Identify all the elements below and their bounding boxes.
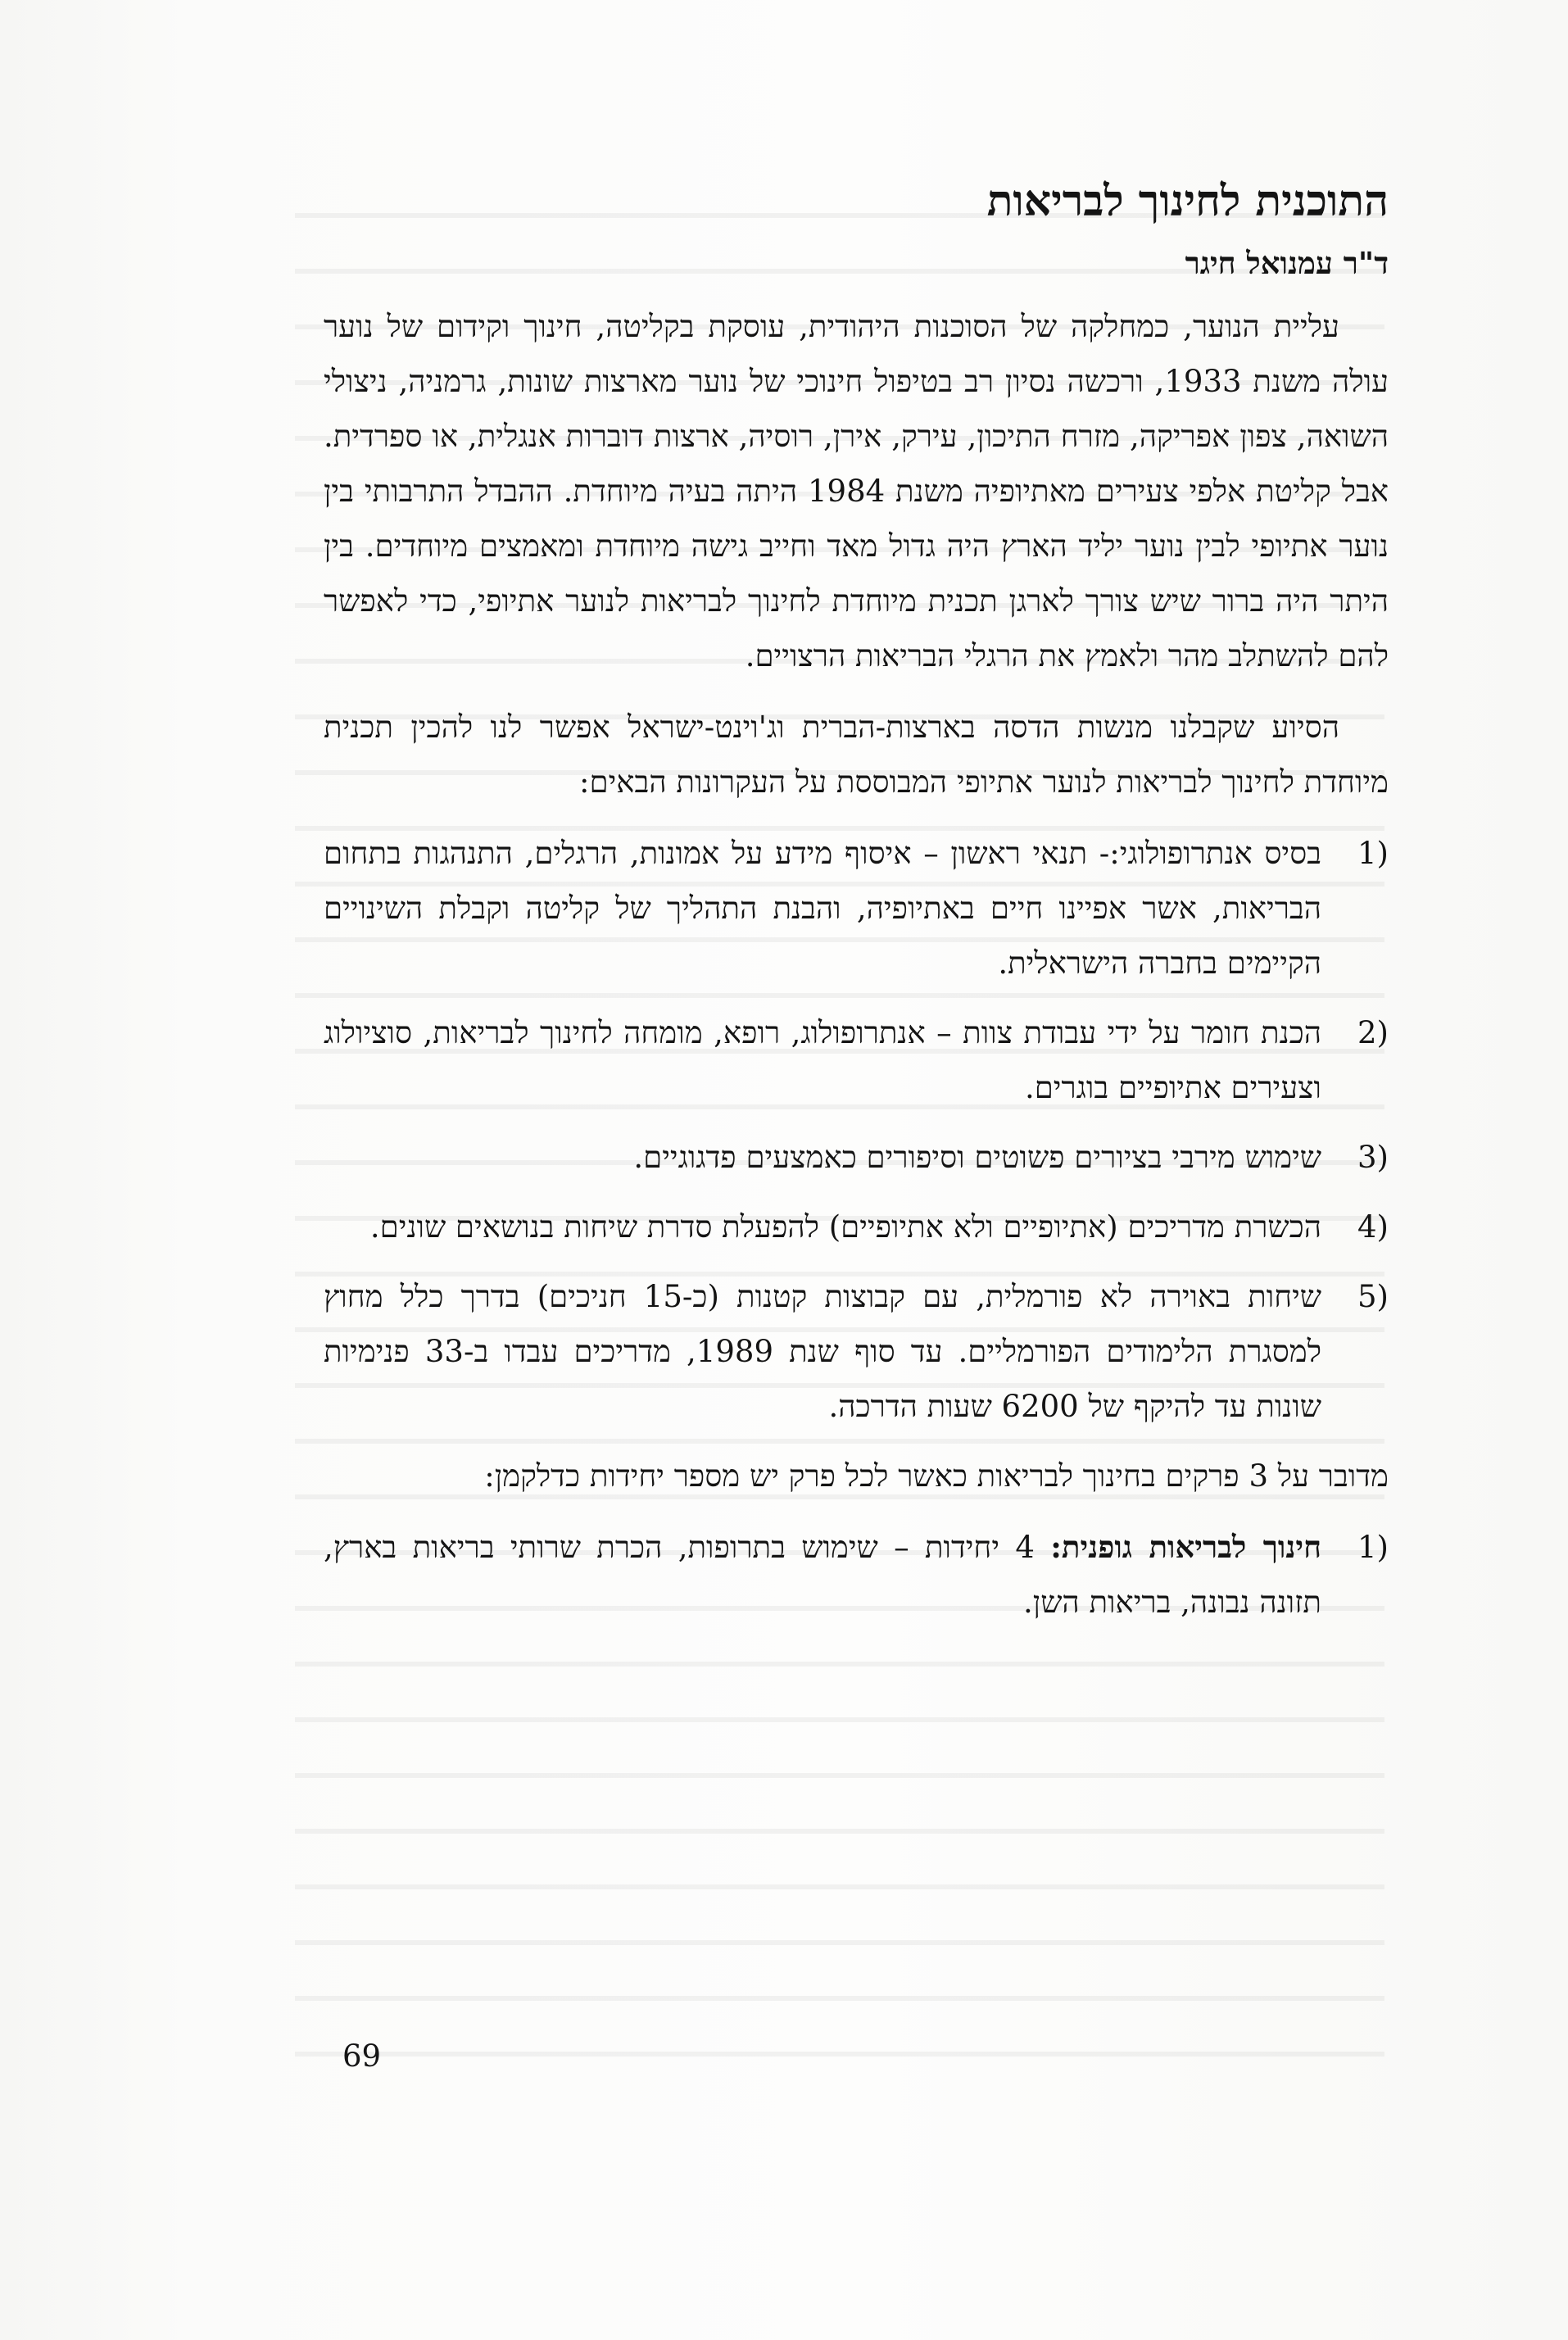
list-item [324, 1005, 1389, 1115]
support-paragraph: הסיוע שקבלנו מנשות הדסה בארצות-הברית וג'וינט-ישראל אפשר לנו להכין תכנית מיוחדת לחינוך לבריאות לנוער אתיופי המבוססת על העקרונות הבאים: [324, 710, 1389, 800]
list-item [324, 1269, 1389, 1434]
list-item-number: 3) [1357, 1140, 1389, 1176]
list-item-text: שימוש מירבי בציורים פשוטים וסיפורים כאמצעים פדגוגיים. [633, 1140, 1321, 1176]
units-list [324, 1520, 1389, 1630]
list-item-number: 4) [1357, 1209, 1389, 1245]
list-item-number: 5) [1357, 1279, 1389, 1315]
list-item-number: 2) [1357, 1015, 1389, 1051]
list-item-text: הכשרת מדריכים (אתיופיים ולא אתיופיים) להפעלת סדרת שיחות בנושאים שונים. [369, 1209, 1321, 1245]
list-item [324, 1199, 1389, 1254]
list-item [324, 1130, 1389, 1185]
list-item-text: הכנת חומר על ידי עבודת צוות – אנתרופולוג, רופא, מומחה לחינוך לבריאות, סוציולוג וצעירים אתיופיים בוגרים. [324, 1015, 1321, 1106]
list-item-text: בסיס אנתרופולוגי:- תנאי ראשון – איסוף מידע על אמונות, הרגלים, התנהגות בתחום הבריאות, אשר אפיינו חיים באתיופיה, והבנת התהליך של קליטה וקבלת השינויים הקיימים בחברה הישראלית. [324, 836, 1322, 982]
author-name: ד"ר עמנואל חיגר [1185, 245, 1389, 282]
page-number: 69 [342, 2038, 382, 2074]
page-content [324, 176, 1389, 1644]
units-intro-paragraph: מדובר על 3 פרקים בחינוך לבריאות כאשר לכל פרק יש מספר יחידות כדלקמן: [484, 1458, 1389, 1494]
unit-label: חינוך לבריאות גופנית: [1050, 1529, 1321, 1566]
page-title: התוכנית לחינוך לבריאות [986, 176, 1389, 226]
list-item-text: 4 יחידות – שימוש בתרופות, הכרת שרותי בריאות בארץ, תזונה נבונה, בריאות השן. [324, 1530, 1321, 1621]
principles-list [324, 826, 1389, 1434]
intro-paragraph: עליית הנוער, כמחלקה של הסוכנות היהודית, עוסקת בקליטה, חינוך וקידום של נוער עולה משנת 1933, ורכשה נסיון רב בטיפול חינוכי של נוער מארצות שונות, גרמניה, ניצולי השואה, צפון אפריקה, מזרח התיכון, עירק, אירן, רוסיה, ארצות דוברות אנגלית, או ספרדית. אבל קליטת אלפי צעירים מאתיופיה משנת 1984 היתה בעיה מיוחדת. ההבדל התרבותי בין נוער אתיופי לבין נוער יליד הארץ היה גדול מאד וחייב גישה מיוחדת ומאמצים מיוחדים. בין היתר היה ברור שיש צורך לארגן תכנית מיוחדת לחינוך לבריאות לנוער אתיופי, כדי לאפשר להם להשתלב מהר ולאמץ את הרגלי הבריאות הרצויים. [324, 309, 1389, 674]
list-item-number: 1) [1357, 1530, 1389, 1566]
list-item-number: 1) [1357, 836, 1389, 872]
list-item [324, 1520, 1389, 1630]
list-item [324, 826, 1389, 991]
list-item-text: שיחות באוירה לא פורמלית, עם קבוצות קטנות (כ-15 חניכים) בדרך כלל מחוץ למסגרת הלימודים הפורמליים. עד סוף שנת 1989, מדריכים עבדו ב-33 פנימיות שונות עד להיקף של 6200 שעות הדרכה. [324, 1279, 1322, 1425]
